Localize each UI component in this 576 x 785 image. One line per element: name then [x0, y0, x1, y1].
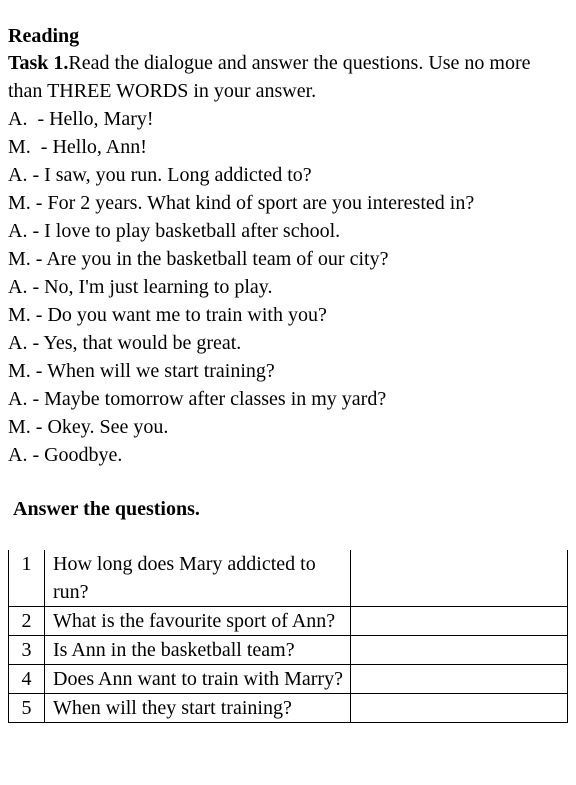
question-text: Is Ann in the basketball team? — [45, 636, 351, 665]
dialogue-speaker: A. — [8, 108, 28, 130]
task-label: Task 1. — [8, 52, 69, 74]
task-instructions — [8, 49, 568, 105]
dialogue-speaker: A. — [8, 220, 28, 242]
question-number: 3 — [9, 636, 45, 665]
dialogue-speaker: M. — [8, 360, 31, 382]
reading-heading: Reading — [8, 25, 80, 47]
dialogue-text: - Are you in the basketball team of our city? — [35, 248, 389, 270]
dialogue-text: - For 2 years. What kind of sport are you interested in? — [35, 192, 475, 214]
dialogue-line — [8, 357, 568, 385]
question-text: Does Ann want to train with Marry? — [45, 665, 351, 694]
dialogue-line — [8, 441, 568, 469]
question-text: How long does Mary addicted to run? — [45, 550, 351, 607]
answer-cell[interactable] — [351, 694, 568, 723]
dialogue-text: - When will we start training? — [35, 360, 275, 382]
answer-cell[interactable] — [351, 636, 568, 665]
dialogue-line — [8, 133, 568, 161]
dialogue — [8, 105, 568, 469]
question-text: When will they start training? — [45, 694, 351, 723]
dialogue-speaker: A. — [8, 276, 28, 298]
dialogue-line — [8, 161, 568, 189]
dialogue-text: - Hello, Ann! — [40, 136, 147, 158]
dialogue-line — [8, 189, 568, 217]
table-row — [9, 607, 568, 636]
table-row — [9, 636, 568, 665]
question-number: 5 — [9, 694, 45, 723]
dialogue-text: - I love to play basketball after school. — [32, 220, 341, 242]
dialogue-text: - Do you want me to train with you? — [35, 304, 327, 326]
dialogue-speaker: M. — [8, 192, 31, 214]
answer-questions-heading: Answer the questions. — [13, 498, 200, 520]
dialogue-line — [8, 385, 568, 413]
dialogue-speaker: A. — [8, 388, 28, 410]
answer-cell[interactable] — [351, 665, 568, 694]
dialogue-line — [8, 105, 568, 133]
dialogue-text: - I saw, you run. Long addicted to? — [32, 164, 312, 186]
dialogue-text: - Yes, that would be great. — [32, 332, 242, 354]
dialogue-text: - No, I'm just learning to play. — [32, 276, 273, 298]
table-row — [9, 665, 568, 694]
dialogue-speaker: M. — [8, 248, 31, 270]
question-number: 1 — [9, 550, 45, 607]
dialogue-text: - Okey. See you. — [35, 416, 169, 438]
dialogue-line — [8, 245, 568, 273]
dialogue-speaker: M. — [8, 136, 31, 158]
dialogue-text: - Maybe tomorrow after classes in my yard? — [32, 388, 387, 410]
dialogue-speaker: M. — [8, 304, 31, 326]
dialogue-line — [8, 301, 568, 329]
dialogue-line — [8, 413, 568, 441]
dialogue-line — [8, 217, 568, 245]
dialogue-speaker: A. — [8, 444, 28, 466]
question-number: 2 — [9, 607, 45, 636]
questions-table — [8, 550, 568, 723]
task-text: Read the dialogue and answer the questions. Use no more than THREE WORDS in your answer. — [8, 52, 531, 102]
question-text: What is the favourite sport of Ann? — [45, 607, 351, 636]
dialogue-text: - Hello, Mary! — [37, 108, 154, 130]
dialogue-speaker: A. — [8, 164, 28, 186]
dialogue-speaker: M. — [8, 416, 31, 438]
dialogue-speaker: A. — [8, 332, 28, 354]
table-row — [9, 694, 568, 723]
dialogue-line — [8, 329, 568, 357]
answer-cell[interactable] — [351, 550, 568, 607]
table-row — [9, 550, 568, 607]
question-number: 4 — [9, 665, 45, 694]
dialogue-line — [8, 273, 568, 301]
answer-cell[interactable] — [351, 607, 568, 636]
dialogue-text: - Goodbye. — [32, 444, 123, 466]
